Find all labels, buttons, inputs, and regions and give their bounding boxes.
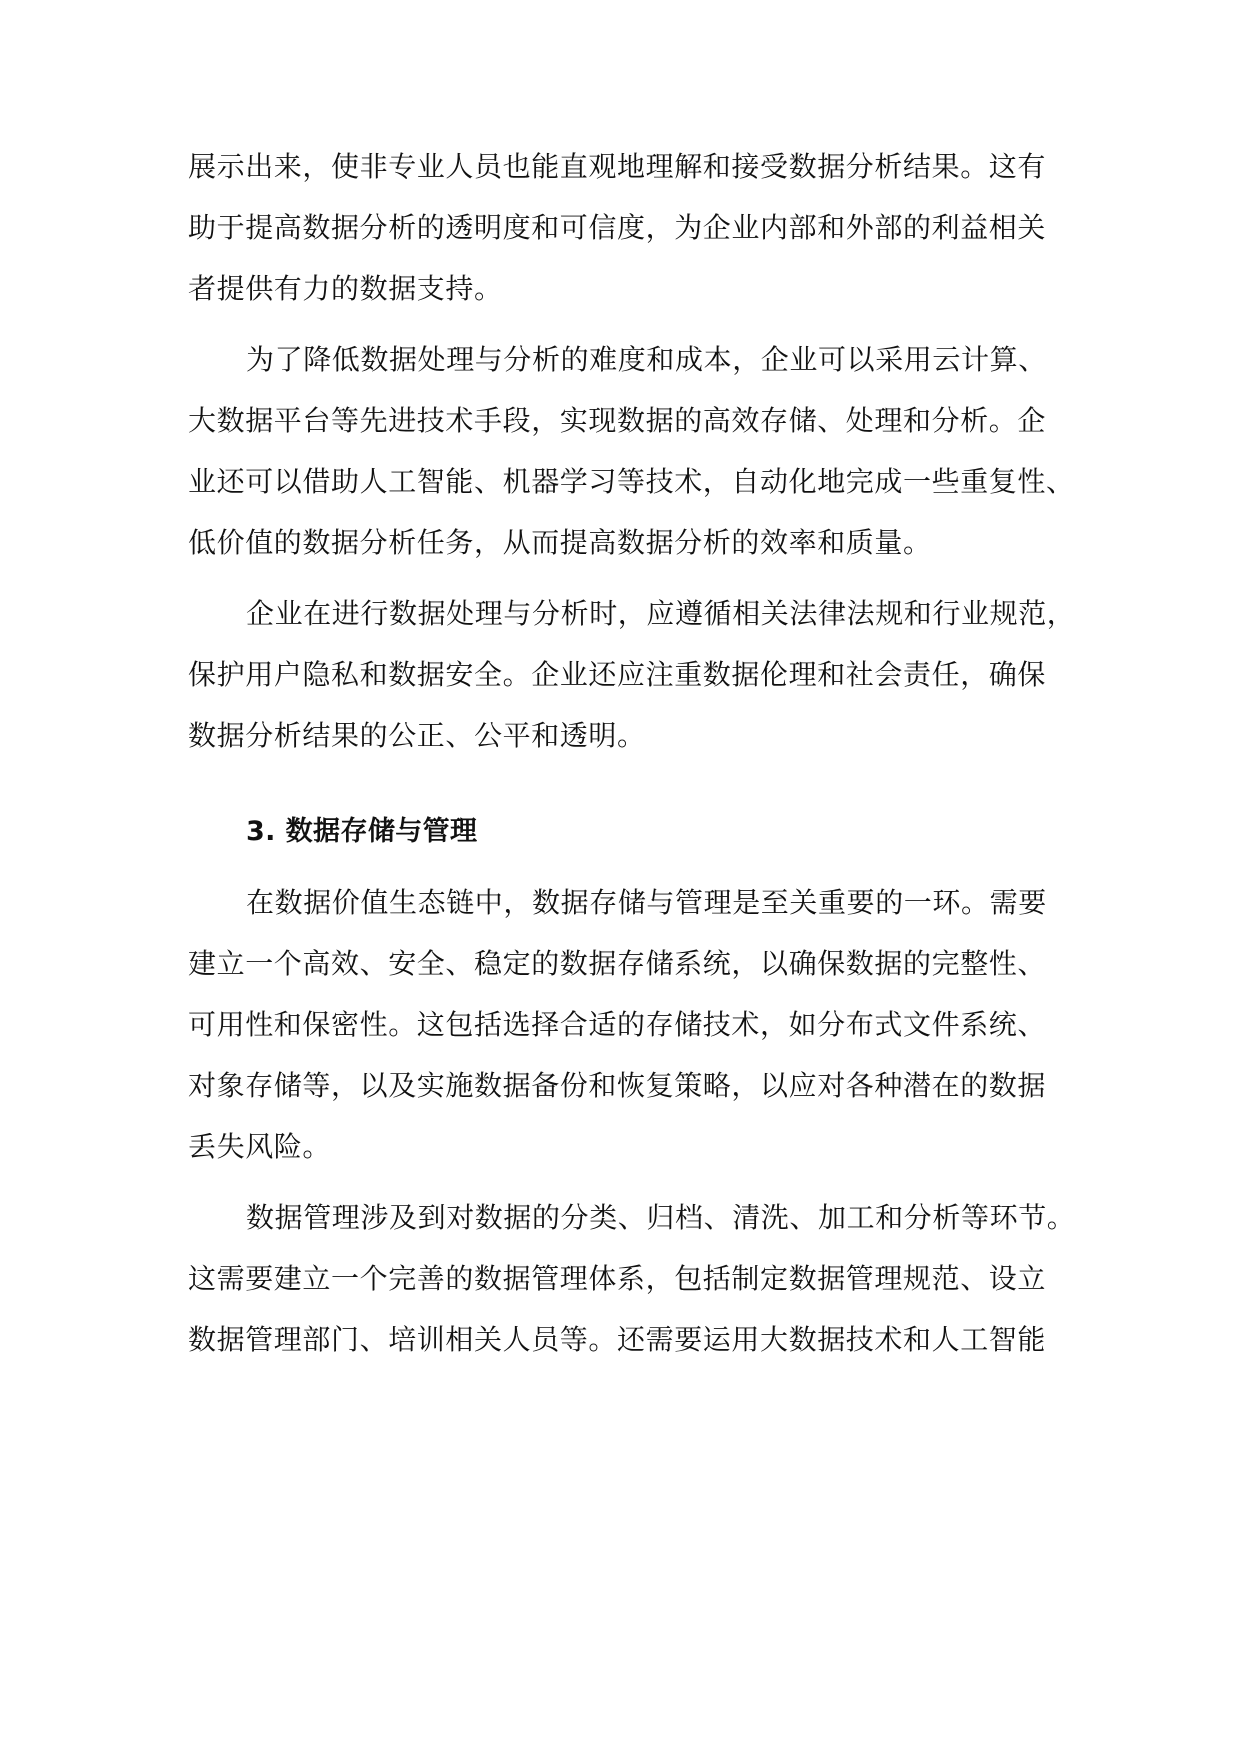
paragraph (188, 872, 1054, 1177)
paragraph-spacer (188, 319, 1054, 329)
paragraph-line: 数据管理涉及到对数据的分类、归档、清洗、加工和分析等环节。 (246, 1201, 1076, 1234)
paragraph (188, 583, 1076, 766)
section-spacer (188, 766, 1054, 801)
paragraph-line: 大数据平台等先进技术手段，实现数据的高效存储、处理和分析。企 (188, 404, 1047, 437)
paragraph-line: 助于提高数据分析的透明度和可信度，为企业内部和外部的利益相关 (188, 211, 1047, 244)
paragraph-spacer (188, 1177, 1054, 1187)
paragraph-line: 者提供有力的数据支持。 (188, 272, 503, 305)
paragraph-line: 在数据价值生态链中，数据存储与管理是至关重要的一环。需要 (246, 886, 1047, 919)
paragraph-line: 业还可以借助人工智能、机器学习等技术，自动化地完成一些重复性、 (188, 465, 1075, 498)
paragraph-line: 可用性和保密性。这包括选择合适的存储技术，如分布式文件系统、 (188, 1008, 1047, 1041)
paragraph-line: 展示出来，使非专业人员也能直观地理解和接受数据分析结果。这有 (188, 150, 1047, 183)
paragraph-line: 数据分析结果的公正、公平和透明。 (188, 719, 646, 752)
paragraph (188, 1187, 1076, 1370)
paragraph-line: 为了降低数据处理与分析的难度和成本，企业可以采用云计算、 (246, 343, 1047, 376)
paragraph-line: 低价值的数据分析任务，从而提高数据分析的效率和质量。 (188, 526, 932, 559)
paragraph-line: 这需要建立一个完善的数据管理体系，包括制定数据管理规范、设立 (188, 1262, 1047, 1295)
paragraph-line: 建立一个高效、安全、稳定的数据存储系统，以确保数据的完整性、 (188, 947, 1047, 980)
section-heading: 3. 数据存储与管理 (246, 816, 478, 847)
paragraph (188, 329, 1075, 573)
paragraph-line: 保护用户隐私和数据安全。企业还应注重数据伦理和社会责任，确保 (188, 658, 1047, 691)
paragraph-line: 数据管理部门、培训相关人员等。还需要运用大数据技术和人工智能 (188, 1323, 1047, 1356)
paragraph-line: 丢失风险。 (188, 1130, 332, 1163)
paragraph-line: 对象存储等，以及实施数据备份和恢复策略，以应对各种潜在的数据 (188, 1069, 1047, 1102)
paragraph-spacer (188, 573, 1054, 583)
document-body (188, 136, 1076, 1370)
paragraph-line: 企业在进行数据处理与分析时，应遵循相关法律法规和行业规范， (246, 597, 1076, 630)
paragraph (188, 136, 1054, 319)
paragraph-spacer (188, 862, 1054, 872)
